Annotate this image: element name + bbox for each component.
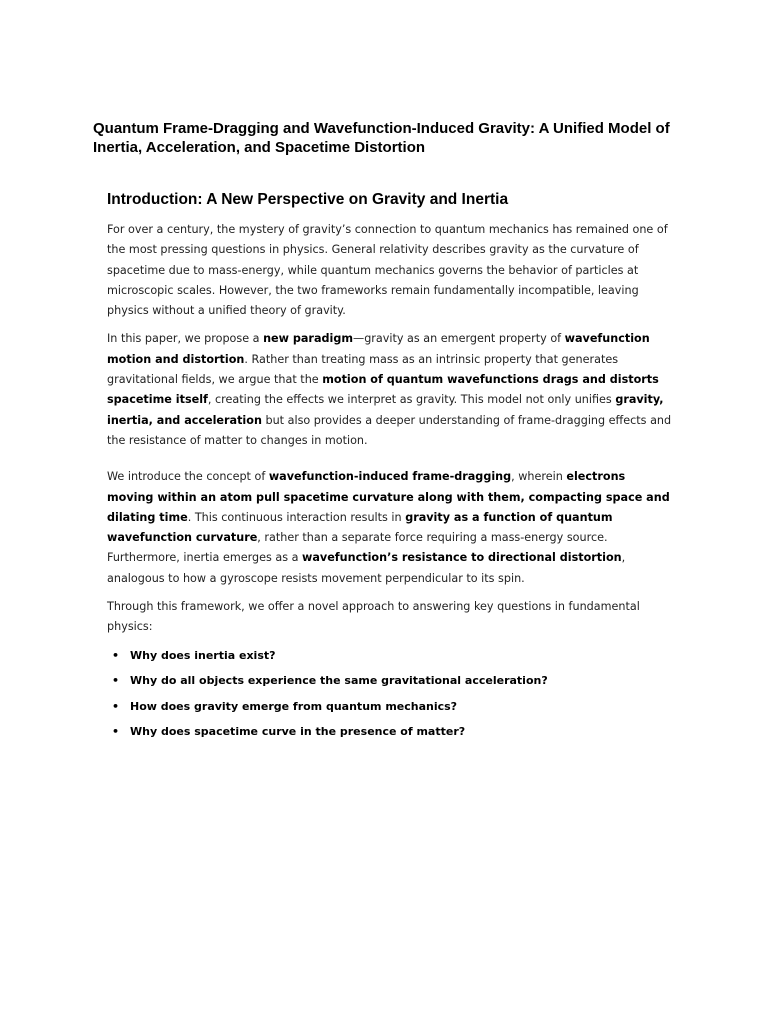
bullet-icon: • [112,699,120,713]
intro-paragraph-3 [107,467,672,589]
intro-paragraph-1: For over a century, the mystery of gravity’s connection to quantum mechanics has remained one of the most pressing questions in physics. General relativity describes gravity as the curvature of spacetime due to mass-energy, while quantum mechanics governs the behavior of particles at microscopic scales. However, the two frameworks remain fundamentally incompatible, leaving physics without a unified theory of gravity. [107,223,668,318]
emphasis-run: wavefunction motion and distortion [107,332,650,366]
intro-paragraph-2 [107,329,672,451]
emphasis-run: motion of quantum wavefunctions drags and distorts spacetime itself [107,373,659,407]
list-item [107,646,672,672]
text-run: , creating the effects we interpret as gravity. This model not only unifies [207,393,616,407]
list-item-text: How does gravity emerge from quantum mechanics? [130,699,458,713]
list-item [107,697,672,723]
text-run: , analogous to how a gyroscope resists movement perpendicular to its spin. [107,551,626,585]
text-run: . Rather than treating mass as an intrinsic property that generates gravitational fields, we argue that the [107,352,619,387]
text-run: In this paper, we propose a [107,332,264,346]
document-title: Quantum Frame-Dragging and Wavefunction-Induced Gravity: A Unified Model of Inertia, Acceleration, and Spacetime Distortion [93,120,670,156]
text-run: . This continuous interaction results in [187,510,406,524]
list-item [107,671,672,697]
key-questions-list [107,646,672,748]
text-run: , wherein [511,470,567,484]
list-item-text: Why does inertia exist? [130,648,276,662]
bullet-icon: • [112,725,120,739]
text-run: —gravity as an emergent property of [353,332,565,346]
emphasis-run: wavefunction’s resistance to directional distortion [302,551,622,565]
emphasis-run: new paradigm [263,332,354,346]
bullet-icon: • [112,648,120,662]
emphasis-run: gravity as a function of quantum wavefunction curvature [107,510,613,545]
text-run: , rather than a separate force requiring a mass-energy source. Furthermore, inertia emerges as a [107,531,608,565]
emphasis-run: wavefunction-induced frame-dragging [268,470,512,484]
bullet-icon: • [112,674,120,688]
introduction-section [107,189,672,748]
text-run: We introduce the concept of [107,470,269,484]
emphasis-run: gravity, inertia, and acceleration [107,393,664,427]
emphasis-run: electrons moving within an atom pull spacetime curvature along with them, compacting space and dilating time [107,470,670,524]
list-item [107,722,672,748]
list-item-text: Why does spacetime curve in the presence of matter? [130,725,466,739]
intro-paragraph-4: Through this framework, we offer a novel approach to answering key questions in fundamental physics: [107,600,640,634]
section-heading: Introduction: A New Perspective on Gravity and Inertia [107,191,509,208]
list-item-text: Why do all objects experience the same gravitational acceleration? [130,674,548,688]
text-run: but also provides a deeper understanding of frame-dragging effects and the resistance of matter to changes in motion. [107,413,672,447]
